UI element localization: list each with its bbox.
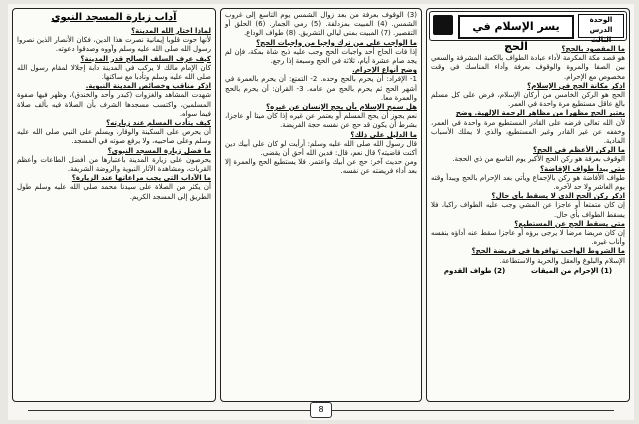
question: يعتبر الحج مظهرا من مظاهر الرحمة الإلهية. وضح [455, 109, 625, 118]
list-item: (1) الإحرام من الميقات [531, 266, 613, 275]
question: اذكر ركن الحج الذي لا يسقط بأي حال؟ [491, 192, 625, 201]
question: ما الدليل على ذلك؟ [350, 130, 417, 139]
question: ما الواجب على من ترك واجبا من واجبات الحج؟ [256, 38, 417, 47]
question: ما الركن الأعظم في الحج؟ [532, 146, 625, 155]
left-column [12, 8, 216, 402]
answer: 1- الإفراد: أن يحرم بالحج وحده. 2- التمتع: أن يحرم بالعمرة في أشهر الحج ثم يحرم بالحج من عامه. 3- القران: أن يحرم بالحج والعمرة معا. [225, 75, 417, 102]
answer: هو قصد مكة المكرمة لأداء عبادة الطواف بالكعبة المشرفة والسعي بين الصفا والمروة والوقوف بعرفة وأداء المناسك في وقت مخصوص مع الإحرام. [431, 54, 625, 81]
question: اذكر مناقب وخصائص المدينة النبوية. [85, 82, 211, 91]
lesson-title: يسر الإسلام في الحج [458, 15, 574, 39]
answer: قال رسول الله صلى الله عليه وسلم: أرأيت لو كان على أبيك دين أكنت قاضيته؟ قال نعم، قال: فدين الله أحق أن يقضى. [225, 139, 417, 158]
answer: (3) الوقوف بعرفة من بعد زوال الشمس يوم التاسع إلى غروب الشمس. (4) المبيت بمزدلفة. (5) رمي الجمار. (6) الحلق أو التقصير. (7) المبيت بمنى ليالي التشريق. (8) طواف الوداع. [225, 11, 417, 38]
section-title: آداب زيارة المسجد النبوي [51, 12, 177, 23]
answer: نعم يجوز أن يحج المسلم أو يعتمر عن غيره إذا كان ميتا أو عاجزا، بشرط أن يكون قد حج عن نفسه حجة الفريضة. [225, 112, 417, 130]
page-number: 8 [310, 402, 332, 418]
middle-text [221, 9, 421, 177]
list-item: (2) طواف القدوم [443, 266, 506, 275]
answer: الحج هو الركن الخامس من أركان الإسلام، فرض على كل مسلم بالغ عاقل مستطيع مرة واحدة في العمر. [431, 91, 625, 109]
answer: يحرصون على زيارة المدينة باعتبارها من أفضل الطاعات وأعظم القربات، ومشاهدة الآثار النبوية والروضة الشريفة. [17, 155, 211, 174]
answer: شهدت المشاهد والغزوات (كبدر وأحد والخندق)، وظهر فيها صفوة المسلمين، واكتسب مسجدها الشرف بأن الصلاة فيه بألف صلاة فيما سواه. [17, 91, 211, 118]
question: كيف يتأدب المسلم عند زيارته؟ [106, 119, 211, 128]
answer: كان الإمام مالك لا يركب في المدينة دابة إجلالا لمقام رسول الله صلى الله عليه وسلم وتأدبا مع ساكنها. [17, 63, 211, 82]
middle-column [220, 8, 422, 402]
right-column [426, 8, 630, 402]
page-footer [8, 402, 634, 418]
answer: ومن حديث آخر: حج عن أبيك واعتمر. فلا يستطيع الحج والعمرة إلا بعد أداء فريضته عن نفسه. [225, 158, 417, 176]
question: ما الآداب التي يجب مراعاتها عند الزيارة؟ [71, 174, 211, 183]
question: كيف عرف السلف الصالح قدر المدينة؟ [80, 54, 211, 63]
logo-icon [433, 15, 453, 35]
question: ما المقصود بالحج؟ [561, 45, 625, 53]
answer: إن كان مريضا مرضا لا يرجى برؤه أو عاجزا سقط عنه أداؤه بنفسه وأناب غيره. [431, 229, 625, 247]
answer: أن يكثر من الصلاة على سيدنا محمد صلى الله عليه وسلم طول الطريق إلى المسجد الكريم. [17, 183, 211, 201]
worksheet-page [8, 4, 634, 420]
question: هل سمح الإسلام بأن يحج الإنسان عن غيره؟ [266, 103, 417, 112]
question: وضح أنواع الإحرام. [352, 66, 417, 75]
question: متى يبدأ طواف الإفاضة؟ [540, 164, 625, 173]
answer: أن يحرص على السكينة والوقار، ويسلم على النبي صلى الله عليه وسلم وعلى صاحبيه، ولا يرفع صوته في المسجد. [17, 128, 211, 146]
answer: طواف الأفاضة هو ركن بالإجماع ويأتي بعد الإحرام بالحج ويبدأ وقته يوم العاشر ولا حد لآخره. [431, 173, 625, 192]
answer: إن كان متمتعا أو عاجزا عن المشي وجب عليه الطواف راكبا، فلا يسقط الطواف بأي حال. [431, 201, 625, 219]
answer: الوقوف بعرفة هو ركن الحج الأكبر يوم التاسع من ذي الحجة. [452, 155, 625, 164]
question: متى يسقط الحج عن المستطيع؟ [514, 219, 625, 228]
answer: إذا فات الحاج أحد واجبات الحج وجب عليه ذبح شاة بمكة، فإن لم يجد صام عشرة أيام، ثلاثة في الحج وسبعة إذا رجع. [225, 47, 417, 66]
answer: الإسلام والبلوغ والعقل والحرية والاستطاعة. [499, 256, 625, 265]
left-text [13, 25, 215, 202]
lesson-tag: الوحدة الدرس الثالث [578, 14, 624, 38]
pillars-list [427, 266, 629, 276]
right-text [427, 43, 629, 266]
question: ما الشروط الواجب توافرها في فريضة الحج؟ [471, 247, 625, 256]
question: لماذا اختار الله المدينة؟ [131, 27, 211, 35]
question: اذكر مكانة الحج في الإسلام؟ [527, 81, 625, 90]
answer: لأنها حوت قلوبا إيمانية نصرت هذا الدين، فكان الأنصار الذين نصروا رسول الله صلى الله عليه وسلم وآووه وصدقوا دعوته. [17, 36, 211, 54]
answer: لأن الله تعالى فرضه على القادر المستطيع مرة واحدة في العمر، وخففه عن غير القادر وغير المستطيع، والذي لا يملك الأسباب المادية. [431, 118, 625, 146]
question: ما فضل زيارة المسجد النبوي؟ [107, 146, 211, 155]
